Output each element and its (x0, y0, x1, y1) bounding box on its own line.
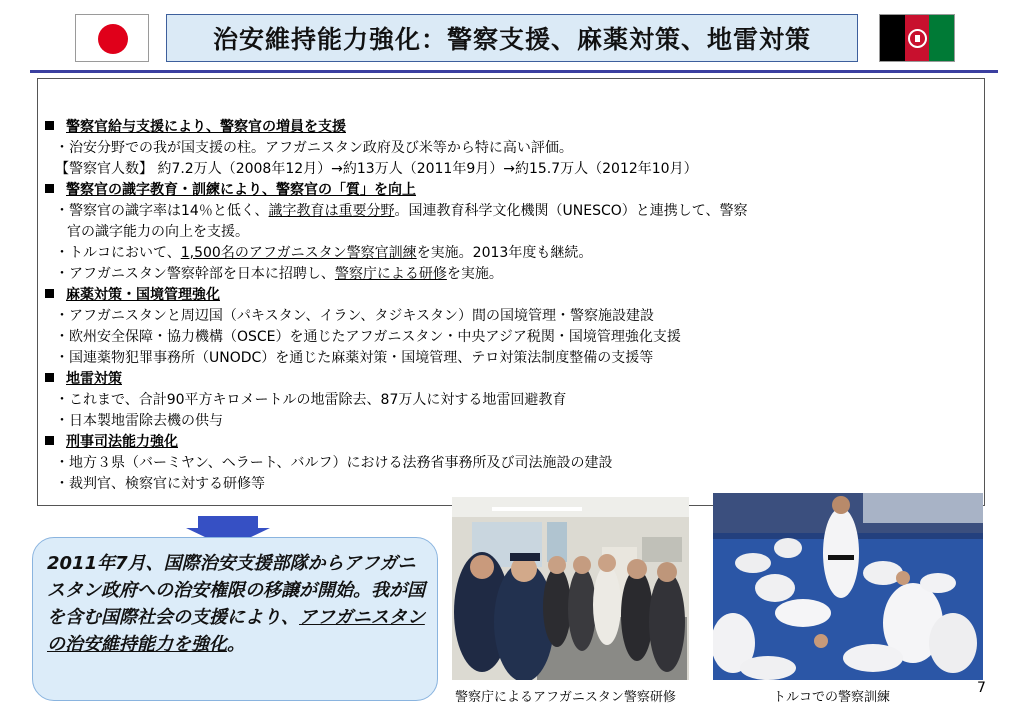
square-bullet-icon (45, 436, 54, 445)
afghanistan-flag-icon (879, 14, 955, 62)
square-bullet-icon (45, 373, 54, 382)
content-list (45, 117, 945, 495)
photo-caption: 警察庁によるアフガニスタン警察研修 (455, 690, 676, 705)
title-banner (166, 14, 858, 62)
list-item: ・欧州安全保障・協力機構（OSCE）を通じたアフガニスタン・中央アジア税関・国境管理強化支援 (55, 329, 681, 345)
square-bullet-icon (45, 289, 54, 298)
summary-text: 2011年7月、国際治安支援部隊からアフガニスタン政府への治安権限の移譲が開始。我が国を含む国際社会の支援により、アフガニスタンの治安維持能力を強化。 (47, 553, 425, 655)
list-item: ・アフガニスタン警察幹部を日本に招聘し、警察庁による研修を実施。 (55, 266, 503, 282)
list-item: 【警察官人数】 約7.2万人（2008年12月）→約13万人（2011年9月）→約15.7万人（2012年10月） (55, 161, 698, 177)
header-divider (30, 70, 998, 73)
list-item: ・国連薬物犯罪事務所（UNODC）を通じた麻薬対策・国境管理、テロ対策法制度整備の支援等 (55, 350, 654, 366)
photo-caption: トルコでの警察訓練 (773, 690, 891, 705)
section-heading: 地雷対策 (45, 369, 945, 390)
page-number: 7 (977, 680, 986, 696)
list-item: ・これまで、合計90平方キロメートルの地雷除去、87万人に対する地雷回避教育 (55, 392, 567, 408)
square-bullet-icon (45, 184, 54, 193)
photo-npa-training (452, 497, 689, 680)
list-item: ・警察官の識字率は14％と低く、識字教育は重要分野。国連教育科学文化機関（UNESCO）と連携して、警察 (55, 203, 748, 219)
list-item: ・日本製地雷除去機の供与 (55, 413, 223, 429)
japan-flag-icon (75, 14, 149, 62)
list-item: 官の識字能力の向上を支援。 (67, 224, 249, 240)
list-item: ・裁判官、検察官に対する研修等 (55, 476, 265, 492)
section-heading: 麻薬対策・国境管理強化 (45, 285, 945, 306)
list-item: ・治安分野での我が国支援の柱。アフガニスタン政府及び米等から特に高い評価。 (55, 140, 573, 156)
list-item: ・地方３県（バーミヤン、ヘラート、バルフ）における法務省事務所及び司法施設の建設 (55, 455, 613, 471)
summary-callout (32, 537, 438, 701)
page-title: 治安維持能力強化：警察支援、麻薬対策、地雷対策 (212, 25, 811, 54)
afghan-emblem-icon (908, 29, 927, 48)
list-item: ・アフガニスタンと周辺国（パキスタン、イラン、タジキスタン）間の国境管理・警察施設建設 (55, 308, 655, 324)
square-bullet-icon (45, 121, 54, 130)
list-item: ・トルコにおいて、1,500名のアフガニスタン警察官訓練を実施。2013年度も継続。 (55, 245, 593, 261)
section-heading: 警察官の識字教育・訓練により、警察官の「質」を向上 (45, 180, 945, 201)
japan-flag-sun (98, 24, 128, 54)
photo-turkey-training (713, 493, 983, 680)
section-heading: 刑事司法能力強化 (45, 432, 945, 453)
section-heading: 警察官給与支援により、警察官の増員を支援 (45, 117, 945, 138)
